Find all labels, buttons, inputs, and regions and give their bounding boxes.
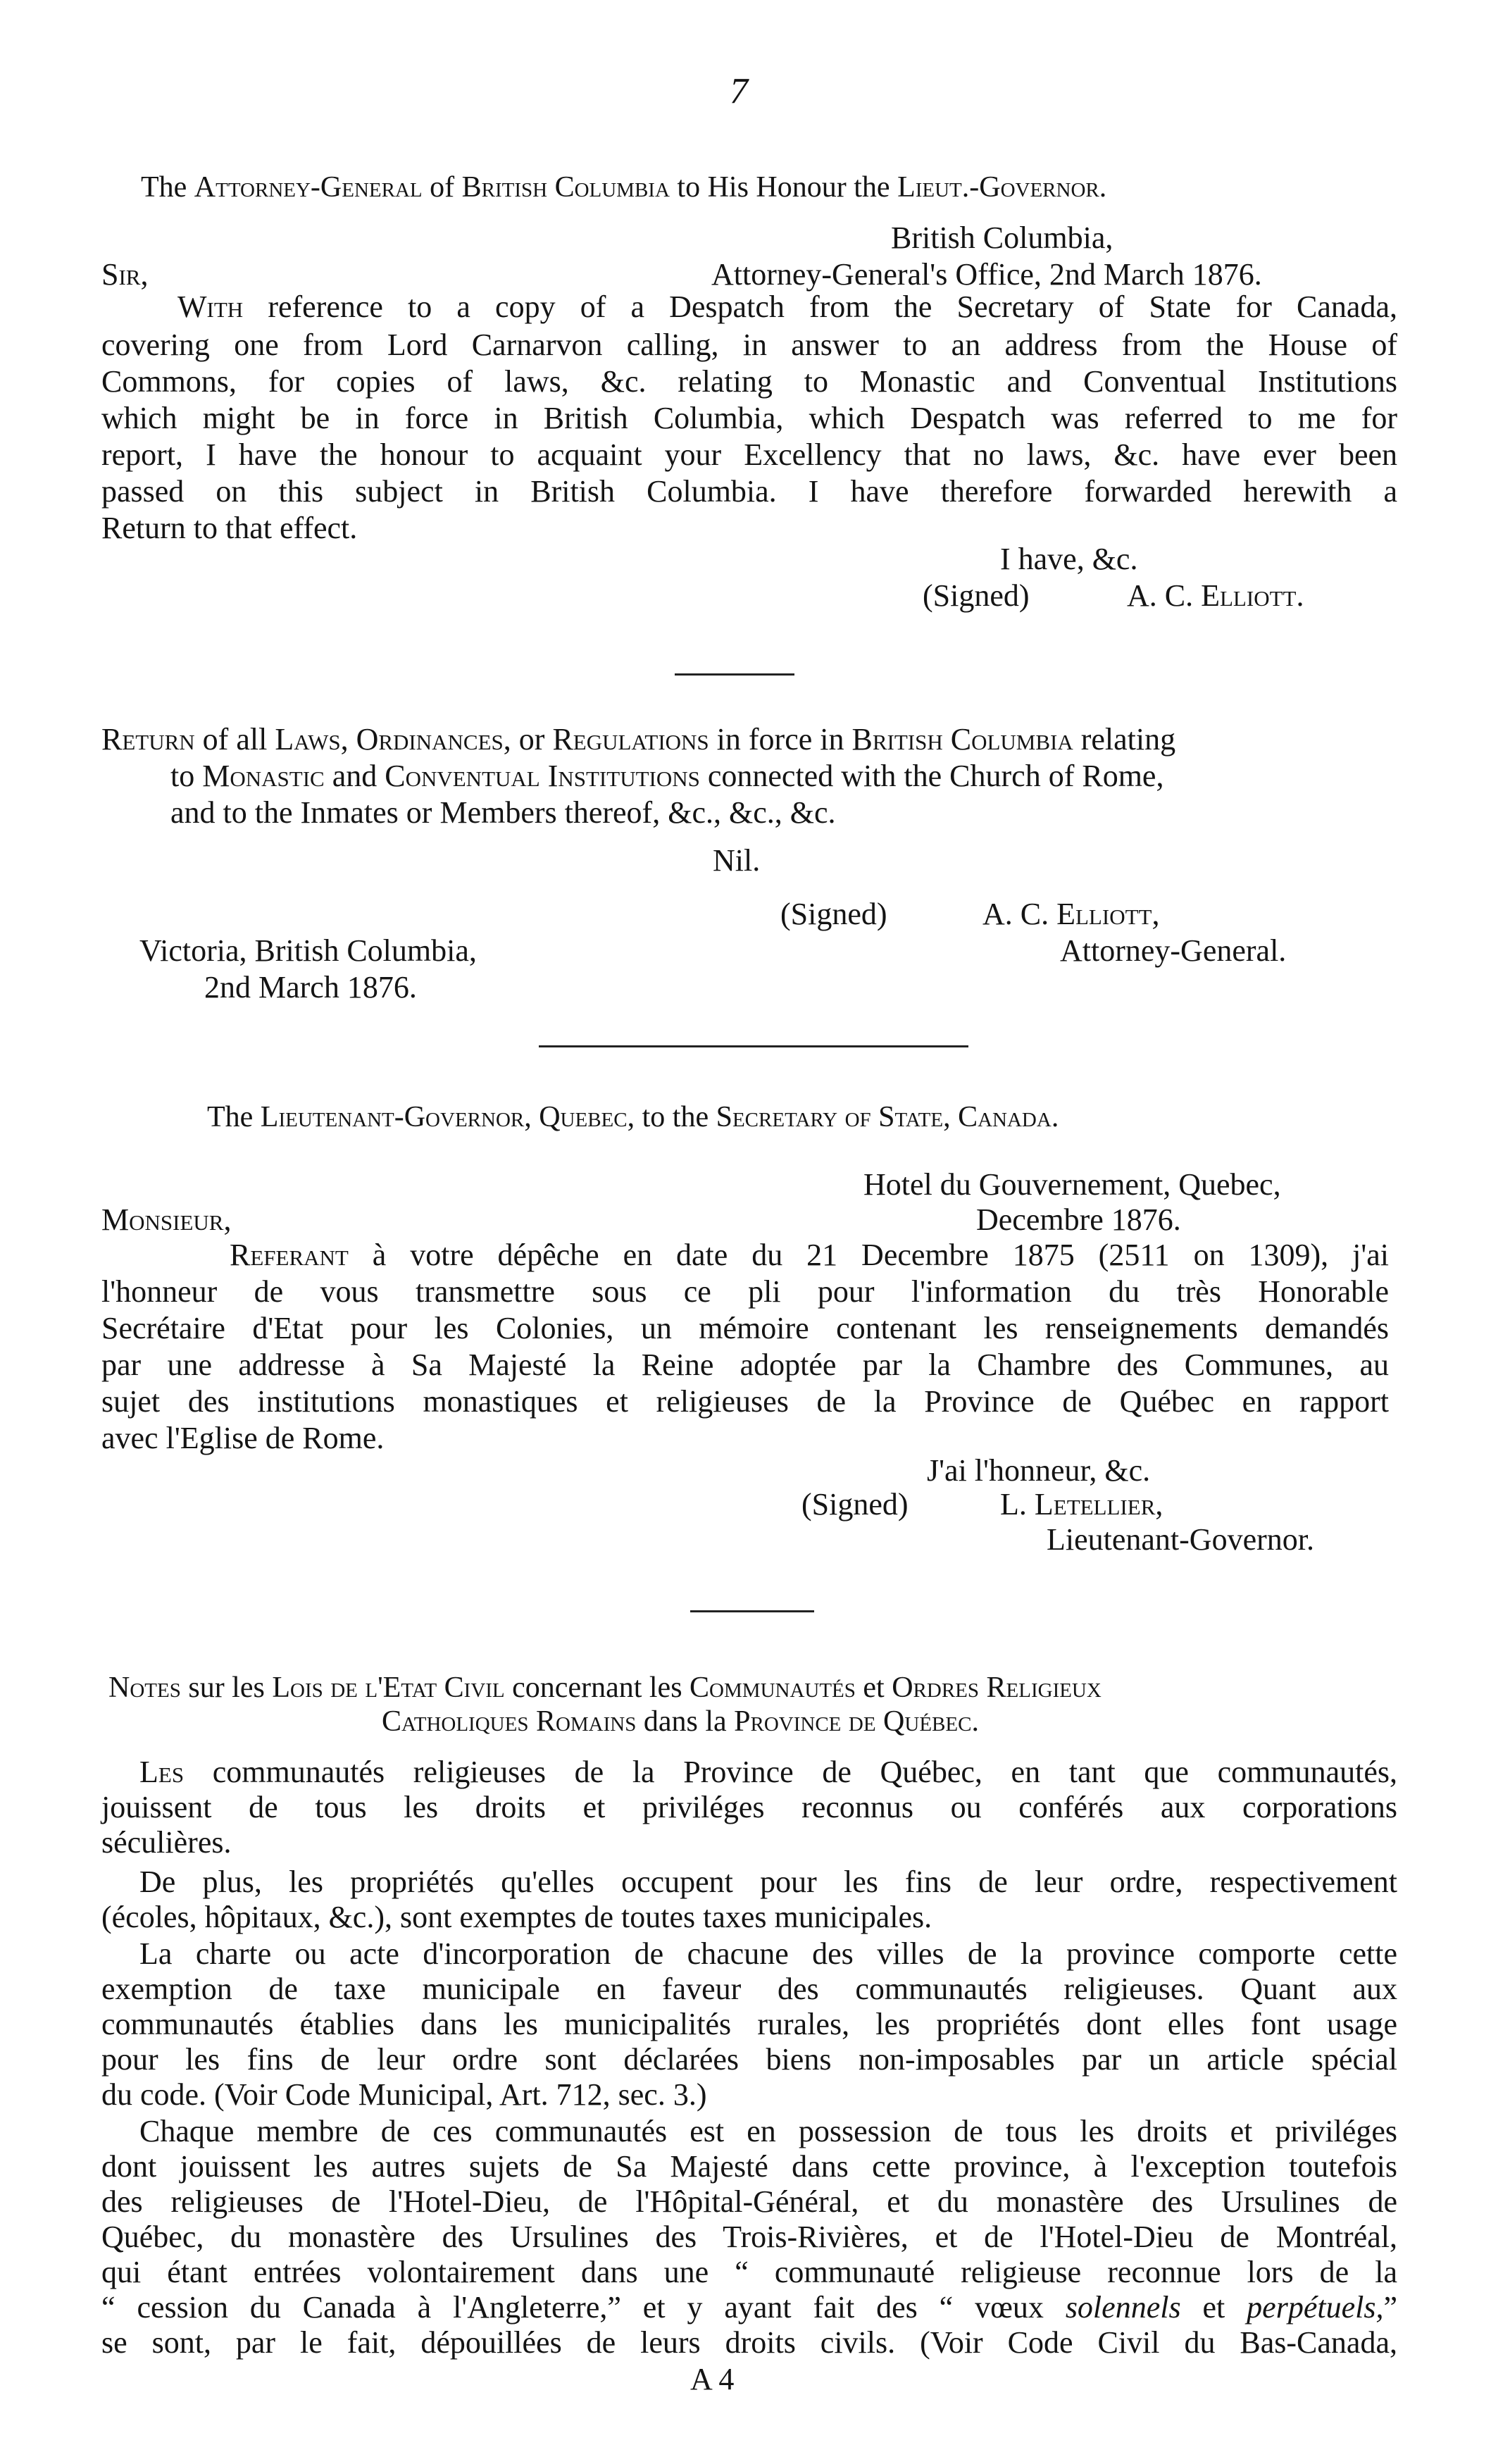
divider xyxy=(539,1045,968,1047)
letter2-body-line: Secrétaire d'Etat pour les Colonies, un mémoire contenant les renseignements demandés xyxy=(101,1311,1389,1345)
heading-text: . xyxy=(971,1705,979,1738)
heading-text: et xyxy=(855,1672,892,1704)
heading-text: of xyxy=(422,171,462,204)
heading-text: Laws, Ordinances, xyxy=(275,722,511,757)
heading-text: The xyxy=(207,1101,261,1133)
letter1-body-line: covering one from Lord Carnarvon calling, in answer to an address from the House of xyxy=(101,328,1397,362)
page-number: 7 xyxy=(730,71,748,111)
letter1-body-line: Return to that effect. xyxy=(101,511,358,545)
letter2-signer-name: L. Letellier, xyxy=(1000,1487,1163,1522)
notes-line: Chaque membre de ces communautés est en possession de tous les droits et priviléges xyxy=(139,2114,1397,2148)
heading-text: or xyxy=(511,722,553,757)
notes-opening: Les xyxy=(139,1755,185,1789)
return-heading-line xyxy=(101,721,1175,758)
notes-emphasis: solennels xyxy=(1065,2290,1181,2325)
letter2-body-line: l'honneur de vous transmettre sous ce pli pour l'information du très Honorable xyxy=(101,1274,1389,1309)
return-signer-title: Attorney-General. xyxy=(1060,933,1287,968)
notes-line: La charte ou acte d'incorporation de chacune des villes de la province comporte cette xyxy=(139,1936,1397,1971)
heading-text: Communautés xyxy=(690,1672,856,1704)
notes-line: dont jouissent les autres sujets de Sa Majesté dans cette province, à l'exception toutefois xyxy=(101,2149,1397,2184)
return-place: Victoria, British Columbia, xyxy=(139,933,477,968)
heading-text: to the xyxy=(635,1101,716,1133)
return-signed: (Signed) xyxy=(780,897,887,931)
letter2-body-text: à votre dépêche en date du 21 Decembre 1875 (2511 on 1309), j'ai xyxy=(348,1238,1389,1272)
heading-text: connected with the Church of Rome, xyxy=(699,759,1164,793)
letter1-body-text: reference to a copy of a Despatch from the Secretary of State for Canada, xyxy=(243,290,1397,324)
return-heading-line xyxy=(170,795,835,831)
heading-text: Ordres Religieux xyxy=(892,1672,1102,1704)
heading-text: dans la xyxy=(636,1705,735,1738)
letter2-signer-title: Lieutenant-Governor. xyxy=(1047,1522,1314,1557)
return-date: 2nd March 1876. xyxy=(204,970,417,1004)
return-nil: Nil. xyxy=(713,843,761,878)
heading-text: Province de Québec xyxy=(734,1705,972,1738)
heading-text: British Columbia xyxy=(851,722,1073,757)
heading-text: in force in xyxy=(709,722,852,757)
heading-text: to xyxy=(170,759,203,793)
notes-line: Québec, du monastère des Ursulines des Trois-Rivières, et de l'Hotel-Dieu de Montréal, xyxy=(101,2220,1397,2254)
letter2-signed: (Signed) xyxy=(801,1487,909,1522)
heading-text: relating xyxy=(1073,722,1176,757)
letter1-opening: With xyxy=(177,290,244,324)
letter1-signed: (Signed) xyxy=(923,578,1030,613)
notes-line: des religieuses de l'Hotel-Dieu, de l'Hôpital-Général, et du monastère des Ursulines de xyxy=(101,2184,1397,2219)
letter2-body-line: sujet des institutions monastiques et religieuses de la Province de Québec en rapport xyxy=(101,1384,1389,1419)
heading-text: of all xyxy=(194,722,275,757)
heading-text: Regulations xyxy=(552,722,709,757)
letter1-body-line: passed on this subject in British Columbia. I have therefore forwarded herewith a xyxy=(101,474,1397,509)
notes-line: qui étant entrées volontairement dans une “ communauté religieuse reconnue lors de la xyxy=(101,2255,1397,2289)
notes-line: se sont, par le fait, dépouillées de leurs droits civils. (Voir Code Civil du Bas-Canada, xyxy=(101,2325,1397,2360)
notes-line: communautés établies dans les municipalités rurales, les propriétés dont elles font usage xyxy=(101,2007,1397,2041)
letter2-date: Decembre 1876. xyxy=(976,1202,1181,1237)
heading-text: Secretary of State, Canada xyxy=(716,1101,1052,1133)
letter1-place: British Columbia, xyxy=(891,220,1113,255)
divider xyxy=(690,1610,814,1612)
notes-text: ” xyxy=(1383,2290,1397,2325)
letter2-opening: Referant xyxy=(230,1238,349,1272)
letter1-body-line: which might be in force in British Columbia, which Despatch was referred to me for xyxy=(101,401,1397,435)
notes-heading-line xyxy=(108,1669,1102,1706)
heading-text: Attorney-General xyxy=(194,171,423,204)
heading-text: Lois de l'Etat Civil xyxy=(272,1672,505,1704)
heading-text: Monastic xyxy=(202,759,325,793)
divider xyxy=(675,673,794,676)
notes-line: pour les fins de leur ordre sont déclarées biens non-imposables par un article spécial xyxy=(101,2042,1397,2077)
notes-heading-line xyxy=(382,1703,979,1740)
letter1-body-line xyxy=(177,289,1397,325)
heading-text: and xyxy=(324,759,385,793)
notes-text: communautés religieuses de la Province de Québec, en tant que communautés, xyxy=(184,1755,1397,1789)
notes-line xyxy=(139,1754,1397,1791)
heading-text: Catholiques Romains xyxy=(382,1705,637,1738)
notes-line: exemption de taxe municipale en faveur des communautés religieuses. Quant aux xyxy=(101,1972,1397,2006)
letter1-closing: I have, &c. xyxy=(1000,542,1138,576)
letter1-heading xyxy=(141,169,1106,206)
heading-text: . xyxy=(1099,171,1107,204)
notes-line: De plus, les propriétés qu'elles occupent pour les fins de leur ordre, respectivement xyxy=(139,1865,1397,1899)
heading-text: Conventual Institutions xyxy=(385,759,700,793)
notes-line: (écoles, hôpitaux, &c.), sont exemptes de toutes taxes municipales. xyxy=(101,1900,932,1934)
heading-text: . xyxy=(1051,1101,1059,1133)
letter2-body-line: par une addresse à Sa Majesté la Reine adoptée par la Chambre des Communes, au xyxy=(101,1348,1389,1382)
notes-emphasis: perpétuels, xyxy=(1247,2290,1384,2325)
letter1-date: Attorney-General's Office, 2nd March 1876. xyxy=(711,257,1262,292)
letter2-heading xyxy=(207,1099,1059,1135)
heading-text: Lieut.-Governor xyxy=(897,171,1099,204)
letter2-body-line: avec l'Eglise de Rome. xyxy=(101,1421,385,1455)
heading-text: to His Honour the xyxy=(669,171,898,204)
heading-text: sur les xyxy=(180,1672,273,1704)
heading-text: Notes xyxy=(108,1672,181,1704)
return-signer-name xyxy=(982,896,1159,933)
return-heading-line xyxy=(170,758,1163,795)
letter2-closing: J'ai l'honneur, &c. xyxy=(927,1453,1151,1488)
notes-line: jouissent de tous les droits et priviléges reconnus ou conférés aux corporations xyxy=(101,1790,1397,1824)
heading-text: Lieutenant-Governor, Quebec, xyxy=(260,1101,635,1133)
heading-text: and to the Inmates or Members thereof, &c., &c., &c. xyxy=(170,795,836,830)
notes-text: “ cession du Canada à l'Angleterre,” et y ayant fait des “ vœux xyxy=(101,2290,1066,2325)
notes-text: et xyxy=(1180,2290,1247,2325)
signer-initials: A. C. Elliott, xyxy=(982,897,1160,931)
letter1-salutation: Sir, xyxy=(101,257,149,292)
notes-line: du code. (Voir Code Municipal, Art. 712, sec. 3.) xyxy=(101,2077,707,2112)
letter1-body-line: Commons, for copies of laws, &c. relating to Monastic and Conventual Institutions xyxy=(101,364,1397,399)
letter1-signer: A. C. Elliott. xyxy=(1127,578,1304,613)
letter1-body-line: report, I have the honour to acquaint your Excellency that no laws, &c. have ever been xyxy=(101,437,1397,472)
heading-text: concernant les xyxy=(504,1672,690,1704)
heading-text: The xyxy=(141,171,194,204)
letter2-place: Hotel du Gouvernement, Quebec, xyxy=(863,1167,1281,1202)
heading-text: Return xyxy=(101,722,195,757)
notes-line: séculières. xyxy=(101,1825,232,1860)
letter2-salutation: Monsieur, xyxy=(101,1202,232,1237)
letter2-body-line xyxy=(230,1237,1389,1274)
signature-mark: A 4 xyxy=(690,2362,735,2396)
heading-text: British Columbia xyxy=(461,171,670,204)
notes-line xyxy=(101,2289,1397,2326)
